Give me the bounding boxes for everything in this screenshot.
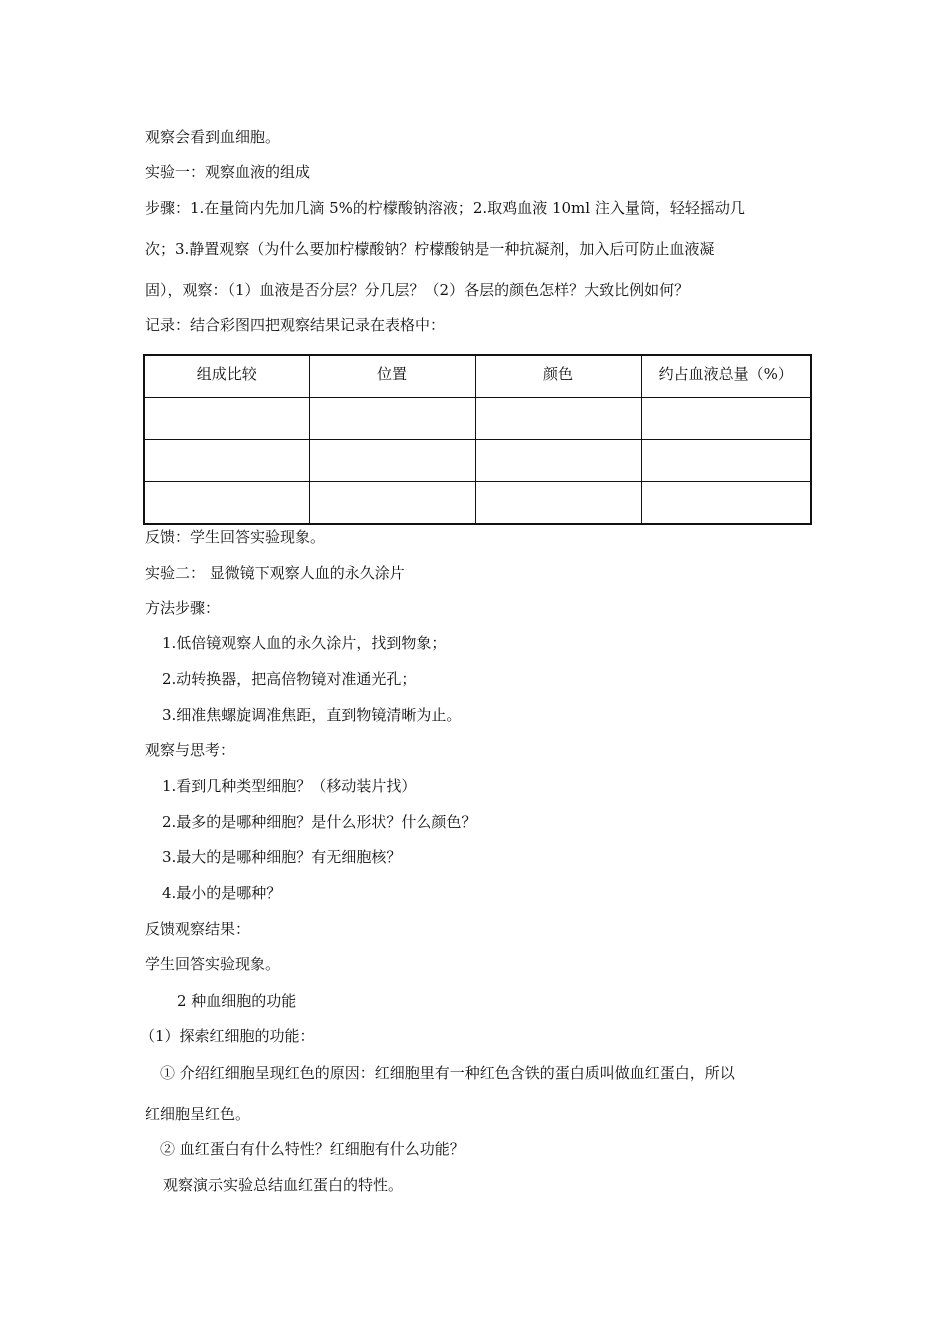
table-cell bbox=[641, 439, 811, 481]
header-position: 位置 bbox=[309, 355, 475, 397]
table-cell bbox=[144, 439, 309, 481]
table-row bbox=[144, 439, 811, 481]
table-cell bbox=[475, 439, 641, 481]
table-cell bbox=[144, 481, 309, 524]
student-answer-line: 学生回答实验现象。 bbox=[145, 955, 281, 973]
table-row bbox=[144, 481, 811, 524]
table-row bbox=[144, 397, 811, 439]
method-steps-heading: 方法步骤： bbox=[145, 599, 221, 617]
table-cell bbox=[144, 397, 309, 439]
feedback-line: 反馈：学生回答实验现象。 bbox=[145, 528, 326, 546]
table-header-row bbox=[144, 355, 811, 397]
experiment-2-title: 实验二： 显微镜下观察人血的永久涂片 bbox=[145, 564, 405, 582]
header-composition: 组成比较 bbox=[144, 355, 309, 397]
question-4: 4.最小的是哪种？ bbox=[162, 884, 282, 902]
paragraph-line: 观察会看到血细胞。 bbox=[145, 128, 281, 146]
method-step-2: 2.动转换器，把高倍物镜对准通光孔； bbox=[162, 670, 417, 688]
demo-summary-line: 观察演示实验总结血红蛋白的特性。 bbox=[163, 1176, 404, 1194]
table-cell bbox=[309, 439, 475, 481]
question-2: 2.最多的是哪种细胞？是什么形状？什么颜色？ bbox=[162, 813, 477, 831]
point-1-line-1: ① 介绍红细胞呈现红色的原因：红细胞里有一种红色含铁的蛋白质叫做血红蛋白，所以 bbox=[160, 1064, 735, 1082]
table-cell bbox=[309, 397, 475, 439]
feedback-results-heading: 反馈观察结果： bbox=[145, 920, 251, 938]
question-3: 3.最大的是哪种细胞？有无细胞核？ bbox=[162, 848, 402, 866]
table-cell bbox=[641, 481, 811, 524]
point-2: ② 血红蛋白有什么特性？红细胞有什么功能？ bbox=[160, 1140, 465, 1158]
header-color: 颜色 bbox=[475, 355, 641, 397]
method-step-1: 1.低倍镜观察人血的永久涂片，找到物象； bbox=[162, 634, 447, 652]
method-step-3: 3.细准焦螺旋调准焦距，直到物镜清晰为止。 bbox=[162, 706, 462, 724]
header-percentage: 约占血液总量（%） bbox=[641, 355, 811, 397]
subsection-red-cell-function: （1）探索红细胞的功能： bbox=[140, 1027, 315, 1045]
record-table bbox=[143, 354, 812, 525]
table-cell bbox=[309, 481, 475, 524]
table-cell bbox=[475, 397, 641, 439]
point-1-line-2: 红细胞呈红色。 bbox=[145, 1105, 251, 1123]
experiment-1-title: 实验一：观察血液的组成 bbox=[145, 163, 311, 181]
table-cell bbox=[475, 481, 641, 524]
observe-think-heading: 观察与思考： bbox=[145, 741, 236, 759]
steps-line-1: 步骤：1.在量筒内先加几滴 5%的柠檬酸钠溶液；2.取鸡血液 10ml 注入量筒，轻轻摇动几 bbox=[145, 199, 745, 217]
record-instruction: 记录：结合彩图四把观察结果记录在表格中： bbox=[145, 316, 446, 334]
steps-line-2: 次；3.静置观察（为什么要加柠檬酸钠？柠檬酸钠是一种抗凝剂，加入后可防止血液凝 bbox=[145, 240, 715, 258]
question-1: 1.看到几种类型细胞？（移动装片找） bbox=[162, 777, 417, 795]
section-heading-blood-cell-function: 2 种血细胞的功能 bbox=[177, 992, 297, 1010]
table-cell bbox=[641, 397, 811, 439]
steps-line-3: 固），观察：（1）血液是否分层？分几层？（2）各层的颜色怎样？大致比例如何？ bbox=[145, 281, 690, 299]
